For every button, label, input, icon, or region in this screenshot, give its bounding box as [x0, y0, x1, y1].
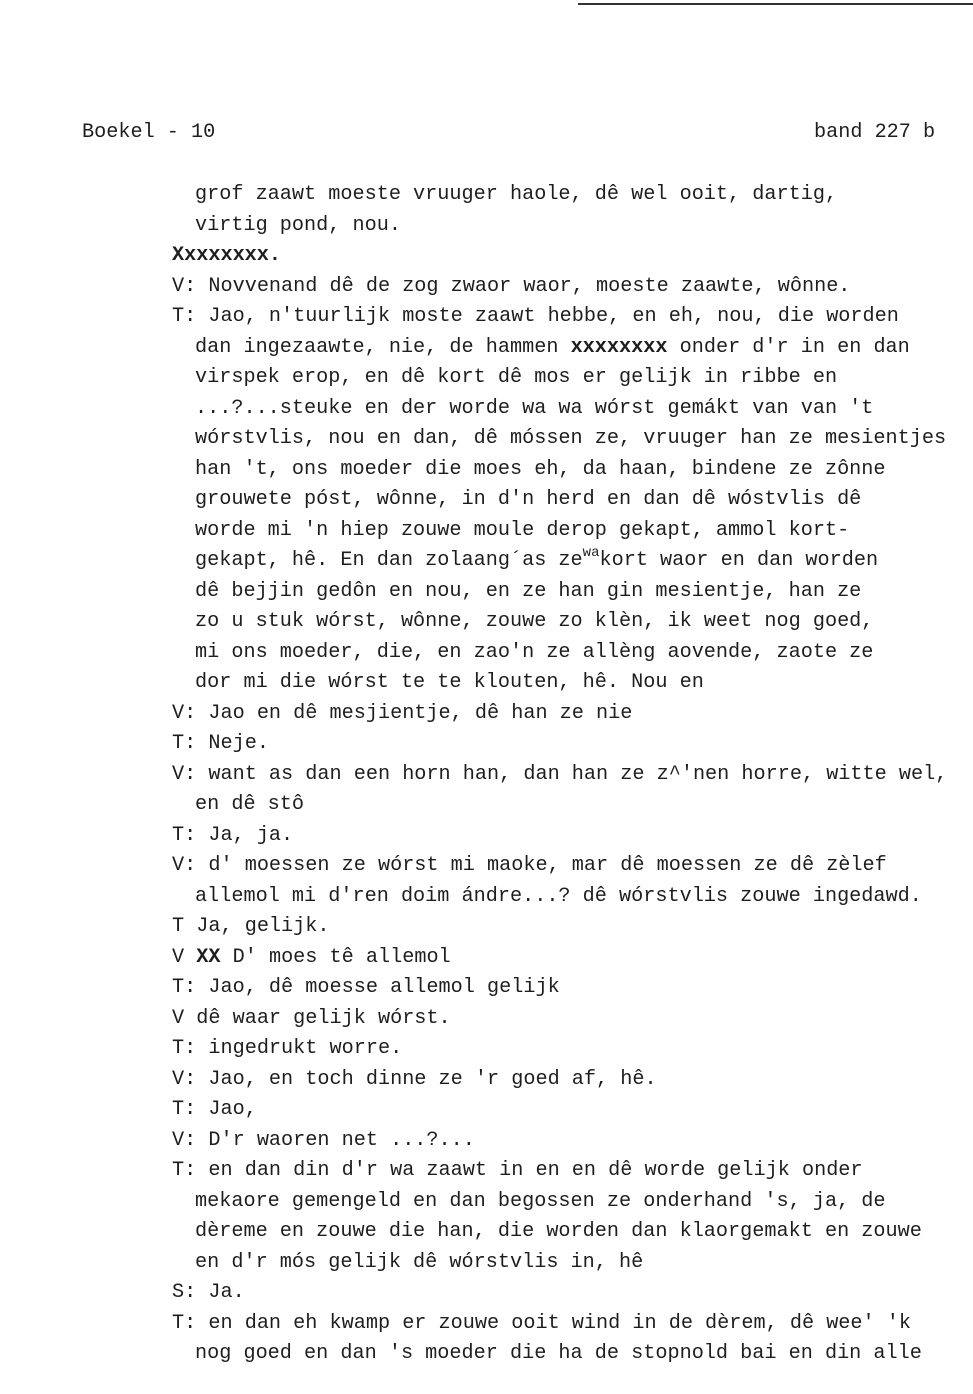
transcript-line — [0, 638, 973, 669]
utterance-text: Ja. — [208, 1281, 245, 1304]
utterance-text: d' moessen ze wórst mi maoke, mar dê moessen ze dê zèlef — [208, 854, 887, 877]
transcript-line — [0, 1065, 973, 1096]
transcript-line — [0, 272, 973, 303]
utterance-text: ingedrukt worre. — [208, 1037, 403, 1060]
transcript-line — [0, 851, 973, 882]
speaker-label: V: — [172, 854, 197, 877]
transcript-line — [0, 668, 973, 699]
speaker-label: V: — [172, 762, 197, 786]
transcript-line — [0, 943, 973, 974]
speaker-label: T: — [172, 1311, 197, 1335]
transcript-line — [0, 516, 973, 547]
utterance-text: wórstvlis, nou en dan, dê móssen ze, vruuger han ze mesientjes — [195, 427, 947, 450]
utterance-text: ...?...steuke en der worde wa wa wórst gemákt van van 't — [195, 396, 874, 420]
transcript-line — [0, 1156, 973, 1187]
utterance-text: dê bejjin gedôn en nou, en ze han gin mesientje, han ze — [195, 579, 862, 603]
utterance-text: en dê stô — [195, 793, 305, 816]
speaker-label: S: — [172, 1281, 197, 1304]
utterance-text: onder d'r in en dan — [679, 335, 910, 359]
transcript-line — [0, 607, 973, 638]
struck-text: XX — [196, 945, 221, 969]
page-header-band: band 227 b — [814, 121, 936, 144]
superscript-insertion: wa — [582, 545, 600, 561]
transcript-line — [0, 760, 973, 791]
utterance-text: kort waor en dan worden — [599, 549, 879, 572]
transcript-line — [0, 1095, 973, 1126]
utterance-text: Jao, dê moesse allemol gelijk — [208, 976, 560, 999]
transcript-line — [0, 1126, 973, 1157]
transcript-line — [0, 333, 973, 364]
utterance-text: en dan din d'r wa zaawt in en en dê worde gelijk onder — [208, 1159, 863, 1182]
speaker-label: T: — [172, 976, 197, 999]
speaker-label: T: — [172, 732, 197, 755]
speaker-label: V: — [172, 1067, 197, 1091]
transcript-line — [0, 912, 973, 943]
utterance-text: virspek erop, en dê kort dê mos er gelijk in ribbe en — [195, 366, 838, 389]
utterance-text: grof zaawt moeste vruuger haole, dê wel ooit, dartig, — [195, 183, 838, 206]
utterance-text: nog goed en dan 's moeder die ha de stopnold bai en din alle — [195, 1342, 922, 1365]
utterance-text: Ja, ja. — [208, 823, 294, 847]
utterance-text: allemol mi d'ren doim ándre...? dê wórstvlis zouwe ingedawd. — [195, 884, 922, 908]
utterance-text: zo u stuk wórst, wônne, zouwe zo klèn, ik weet nog goed, — [195, 610, 874, 633]
utterance-text: D' moes tê allemol — [232, 945, 451, 969]
utterance-text: dan ingezaawte, nie, de hammen — [195, 335, 559, 359]
utterance-text: dê waar gelijk wórst. — [196, 1006, 451, 1030]
transcript-line — [0, 363, 973, 394]
utterance-text: virtig pond, nou. — [195, 213, 401, 237]
utterance-text: dèreme en zouwe die han, die worden dan klaorgemakt en zouwe — [195, 1220, 922, 1243]
utterance-text: Jao, n'tuurlijk moste zaawt hebbe, en eh, nou, die worden — [208, 305, 899, 328]
utterance-text: mekaore gemengeld en dan begossen ze onderhand 's, ja, de — [195, 1189, 886, 1213]
transcript-line — [0, 1187, 973, 1218]
utterance-text: Novvenand dê de zog zwaor waor, moeste zaawte, wônne. — [208, 274, 851, 298]
speaker-label: V: — [172, 1128, 197, 1152]
utterance-text: D'r waoren net ...?... — [208, 1128, 475, 1152]
transcript-line — [0, 211, 973, 242]
transcript-line — [0, 1339, 973, 1370]
utterance-text: Jao, — [208, 1098, 257, 1121]
utterance-text: mi ons moeder, die, en zao'n ze allèng aovende, zaote ze — [195, 640, 874, 664]
speaker-label: T — [172, 915, 185, 938]
utterance-text: Ja, gelijk. — [196, 915, 330, 938]
struck-text: xxxxxxxx — [570, 335, 668, 359]
transcript-line — [0, 302, 973, 333]
utterance-text: han 't, ons moeder die moes eh, da haan, bindene ze zônne — [195, 457, 886, 481]
transcript-line — [0, 699, 973, 730]
utterance-text: en d'r mós gelijk dê wórstvlis in, hê — [195, 1250, 644, 1274]
transcript-line — [0, 1278, 973, 1309]
speaker-label: T: — [172, 823, 197, 847]
transcript-line — [0, 180, 973, 211]
utterance-text: en dan eh kwamp er zouwe ooit wind in de dèrem, dê wee' 'k — [208, 1311, 911, 1335]
transcript-line — [0, 882, 973, 913]
speaker-label: T: — [172, 305, 197, 328]
speaker-label: T: — [172, 1037, 197, 1060]
page-header-title: Boekel - 10 — [82, 121, 216, 144]
transcript-line — [0, 241, 973, 272]
utterance-text: Neje. — [208, 732, 269, 755]
transcript-line — [0, 821, 973, 852]
transcript-line — [0, 546, 973, 577]
struck-text: Xxxxxxxx. — [172, 244, 282, 267]
speaker-label: V: — [172, 701, 197, 725]
utterance-text: dor mi die wórst te te klouten, hê. Nou en — [195, 671, 704, 694]
speaker-label: T: — [172, 1159, 197, 1182]
utterance-text: Jao en dê mesjientje, dê han ze nie — [208, 701, 633, 725]
utterance-text: grouwete póst, wônne, in d'n herd en dan dê wóstvlis dê — [195, 488, 862, 511]
speaker-label: V — [172, 945, 185, 969]
transcript-line — [0, 1034, 973, 1065]
utterance-text: Jao, en toch dinne ze 'r goed af, hê. — [208, 1067, 657, 1091]
transcript-body — [0, 180, 973, 1370]
transcript-line — [0, 1004, 973, 1035]
transcript-line — [0, 424, 973, 455]
transcript-line — [0, 1217, 973, 1248]
speaker-label: V — [172, 1006, 185, 1030]
transcript-line — [0, 394, 973, 425]
speaker-label: V: — [172, 274, 197, 298]
transcript-line — [0, 1248, 973, 1279]
transcript-line — [0, 485, 973, 516]
utterance-text: want as dan een horn han, dan han ze z^'nen horre, witte wel, — [208, 762, 948, 786]
top-rule — [578, 3, 973, 5]
speaker-label: T: — [172, 1098, 197, 1121]
transcript-line — [0, 790, 973, 821]
utterance-text: worde mi 'n hiep zouwe moule derop gekapt, ammol kort- — [195, 518, 850, 542]
transcript-line — [0, 729, 973, 760]
utterance-text: gekapt, hê. En dan zolaang´as ze — [195, 549, 583, 572]
transcript-line — [0, 455, 973, 486]
transcript-line — [0, 577, 973, 608]
transcript-line — [0, 973, 973, 1004]
transcript-line — [0, 1309, 973, 1340]
